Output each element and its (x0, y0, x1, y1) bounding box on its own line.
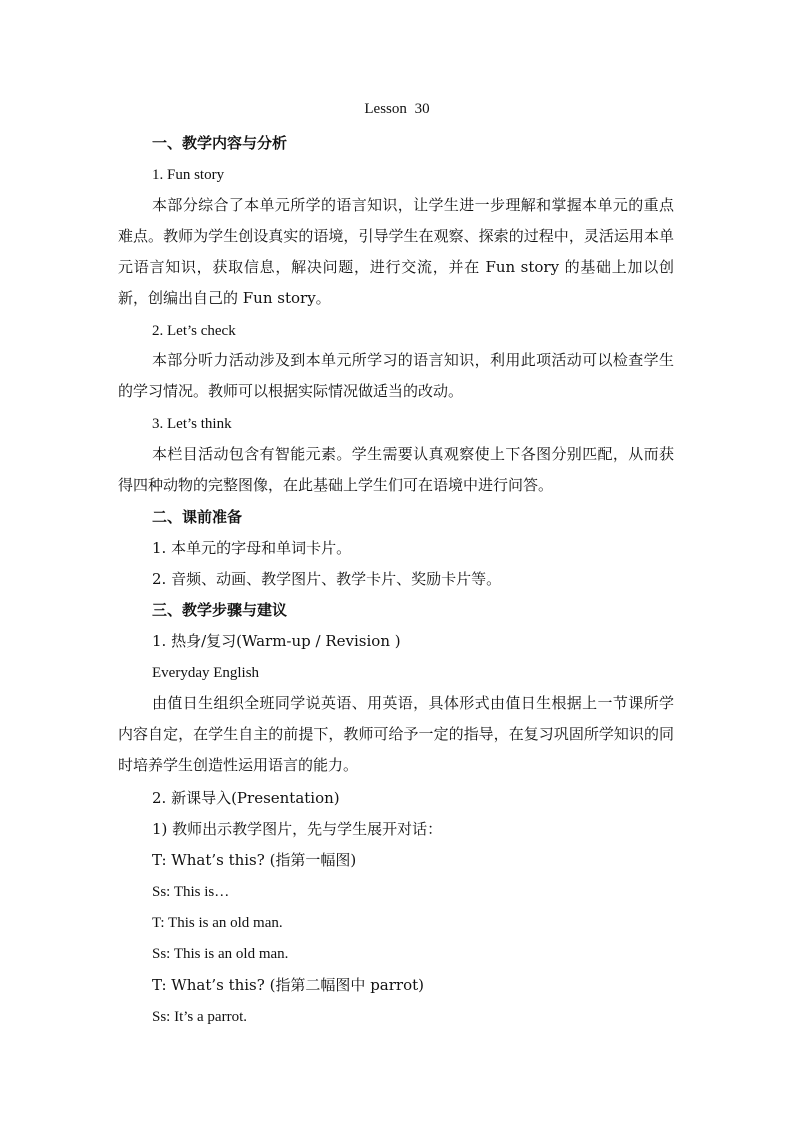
substep-picture-dialogue: 1) 教师出示教学图片，先与学生展开对话： (152, 820, 443, 838)
section-heading-preparation: 二、课前准备 (152, 508, 243, 526)
dialogue-line-1: T: What’s this? (指第一幅图) (152, 851, 357, 869)
item-label-lets-check: 2. Let’s check (152, 323, 236, 339)
dialogue-line-2: Ss: This is… (152, 884, 230, 900)
paragraph-warm-up: 由值日生组织全班同学说英语、用英语，具体形式由值日生根据上一节课所学内容自定，在学生自主的前提下，教师可给予一定的指导，在复习巩固所学知识的同时培养学生创造性运用语言的能力。 (118, 694, 674, 774)
document-title: Lesson 30 (364, 101, 430, 117)
item-label-fun-story: 1. Fun story (152, 167, 225, 183)
list-item-preparation-1: 1. 本单元的字母和单词卡片。 (152, 539, 352, 557)
paragraph-lets-think: 本栏目活动包含有智能元素。学生需要认真观察使上下各图分别匹配，从而获得四种动物的完整图像，在此基础上学生们可在语境中进行问答。 (118, 445, 674, 494)
dialogue-line-4: Ss: This is an old man. (152, 946, 289, 962)
everyday-english-label: Everyday English (152, 665, 260, 681)
paragraph-lets-check: 本部分听力活动涉及到本单元所学习的语言知识，利用此项活动可以检查学生的学习情况。教师可以根据实际情况做适当的改动。 (118, 351, 674, 400)
section-heading-teaching-steps: 三、教学步骤与建议 (152, 601, 288, 619)
step-label-warm-up: 1. 热身/复习(Warm-up / Revision ) (152, 632, 401, 650)
section-heading-content-analysis: 一、教学内容与分析 (152, 134, 288, 152)
list-item-preparation-2: 2. 音频、动画、教学图片、教学卡片、奖励卡片等。 (152, 570, 502, 588)
dialogue-line-6: Ss: It’s a parrot. (152, 1009, 247, 1025)
step-label-presentation: 2. 新课导入(Presentation) (152, 789, 340, 807)
paragraph-fun-story: 本部分综合了本单元所学的语言知识，让学生进一步理解和掌握本单元的重点难点。教师为学生创设真实的语境，引导学生在观察、探索的过程中，灵活运用本单元语言知识，获取信息，解决问题，进行交流，并在 Fun story 的基础上加以创新，创编出自己的 Fun story。 (118, 196, 674, 307)
dialogue-line-5: T: What’s this? (指第二幅图中 parrot) (152, 976, 424, 994)
item-label-lets-think: 3. Let’s think (152, 416, 232, 432)
dialogue-line-3: T: This is an old man. (152, 915, 283, 931)
